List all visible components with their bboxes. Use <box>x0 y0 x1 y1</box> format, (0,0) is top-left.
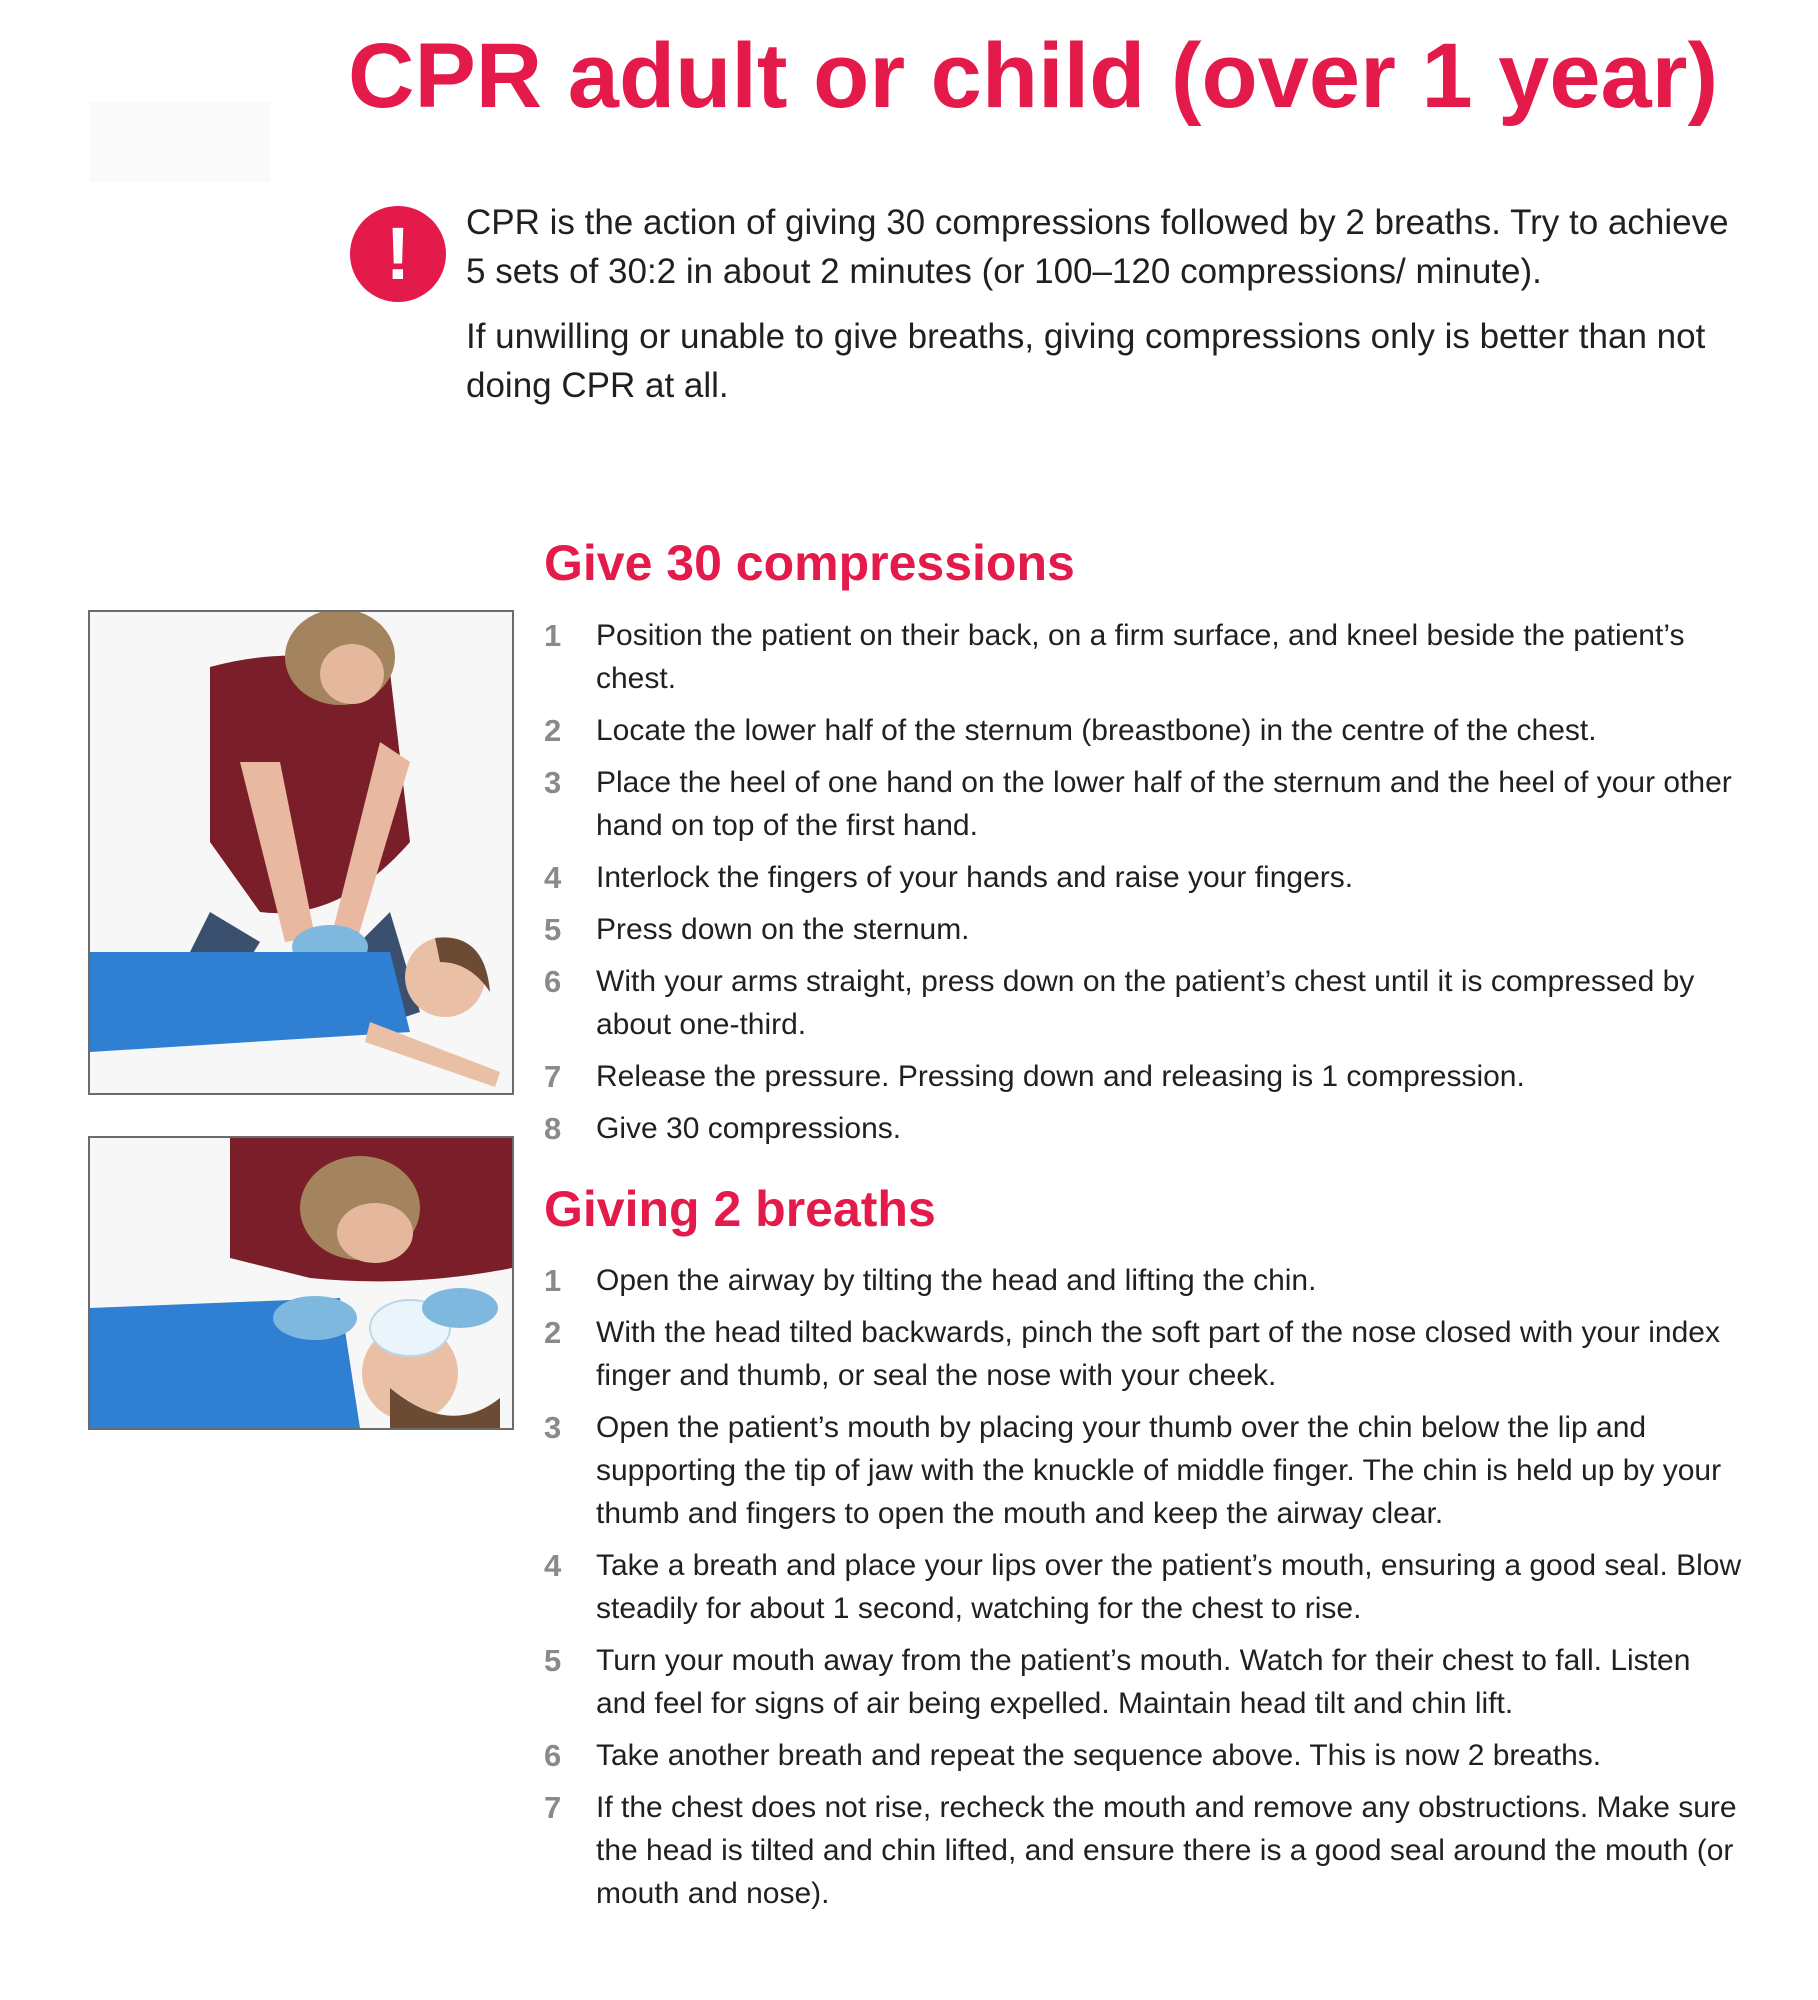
breaths-photo <box>88 1136 514 1430</box>
step-number: 6 <box>544 1738 562 1773</box>
step-number: 3 <box>544 765 562 800</box>
step-text: Take a breath and place your lips over the patient’s mouth, ensuring a good seal. Blow steadily for about 1 second, watching for the chest to rise. <box>596 1549 1742 1625</box>
step-number: 4 <box>544 860 562 895</box>
step-item <box>544 614 1744 700</box>
step-text: Place the heel of one hand on the lower half of the sternum and the heel of your other hand on top of the first hand. <box>596 766 1732 842</box>
step-number: 7 <box>544 1790 562 1825</box>
step-item <box>544 1406 1744 1535</box>
step-number: 7 <box>544 1059 562 1094</box>
step-item <box>544 960 1744 1046</box>
step-text: With your arms straight, press down on the patient’s chest until it is compressed by about one-third. <box>596 965 1695 1041</box>
step-number: 1 <box>544 618 562 653</box>
compressions-photo <box>88 610 514 1095</box>
step-number: 2 <box>544 713 562 748</box>
breaths-illustration <box>90 1138 512 1428</box>
intro-paragraph: CPR is the action of giving 30 compressions followed by 2 breaths. Try to achieve 5 sets of 30:2 in about 2 minutes (or 100–120 compressions/ minute). <box>466 203 1729 291</box>
step-text: Open the patient’s mouth by placing your thumb over the chin below the lip and supporting the tip of jaw with the knuckle of middle finger. The chin is held up by your thumb and fingers to open the mouth and keep the airway clear. <box>596 1411 1722 1530</box>
step-item <box>544 1055 1744 1098</box>
step-item <box>544 1639 1744 1725</box>
compressions-steps <box>544 614 1744 1159</box>
step-text: If the chest does not rise, recheck the mouth and remove any obstructions. Make sure the head is tilted and chin lifted, and ensure there is a good seal around the mouth (or mouth and nose). <box>596 1791 1737 1910</box>
compressions-heading: Give 30 compressions <box>544 535 1075 591</box>
step-text: Take another breath and repeat the sequence above. This is now 2 breaths. <box>596 1739 1602 1772</box>
step-item <box>544 1107 1744 1150</box>
step-number: 2 <box>544 1315 562 1350</box>
step-text: Position the patient on their back, on a firm surface, and kneel beside the patient’s chest. <box>596 619 1685 695</box>
breaths-heading: Giving 2 breaths <box>544 1181 936 1237</box>
breaths-steps <box>544 1259 1744 1924</box>
step-item <box>544 761 1744 847</box>
step-number: 5 <box>544 912 562 947</box>
step-number: 6 <box>544 964 562 999</box>
step-number: 3 <box>544 1410 562 1445</box>
step-item <box>544 709 1744 752</box>
step-item <box>544 1259 1744 1302</box>
step-text: Press down on the sternum. <box>596 913 970 946</box>
intro-paragraph: If unwilling or unable to give breaths, giving compressions only is better than not doing CPR at all. <box>466 317 1706 405</box>
step-text: Release the pressure. Pressing down and releasing is 1 compression. <box>596 1060 1525 1093</box>
intro-note <box>466 198 1756 426</box>
step-text: Locate the lower half of the sternum (breastbone) in the centre of the chest. <box>596 714 1597 747</box>
step-item <box>544 1311 1744 1397</box>
step-item <box>544 856 1744 899</box>
step-text: Turn your mouth away from the patient’s mouth. Watch for their chest to fall. Listen and feel for signs of air being expelled. Maintain head tilt and chin lift. <box>596 1644 1691 1720</box>
step-item <box>544 908 1744 951</box>
step-text: Give 30 compressions. <box>596 1112 902 1145</box>
step-item <box>544 1734 1744 1777</box>
faint-background-mark <box>90 102 270 182</box>
compressions-illustration <box>90 612 512 1093</box>
step-number: 1 <box>544 1263 562 1298</box>
step-text: Open the airway by tilting the head and lifting the chin. <box>596 1264 1317 1297</box>
page-title: CPR adult or child (over 1 year) <box>348 25 1719 127</box>
exclamation-icon: ! <box>350 206 446 302</box>
step-number: 8 <box>544 1111 562 1146</box>
step-item <box>544 1544 1744 1630</box>
step-number: 4 <box>544 1548 562 1583</box>
step-text: Interlock the fingers of your hands and raise your fingers. <box>596 861 1354 894</box>
step-number: 5 <box>544 1643 562 1678</box>
step-item <box>544 1786 1744 1915</box>
step-text: With the head tilted backwards, pinch the soft part of the nose closed with your index finger and thumb, or seal the nose with your cheek. <box>596 1316 1720 1392</box>
